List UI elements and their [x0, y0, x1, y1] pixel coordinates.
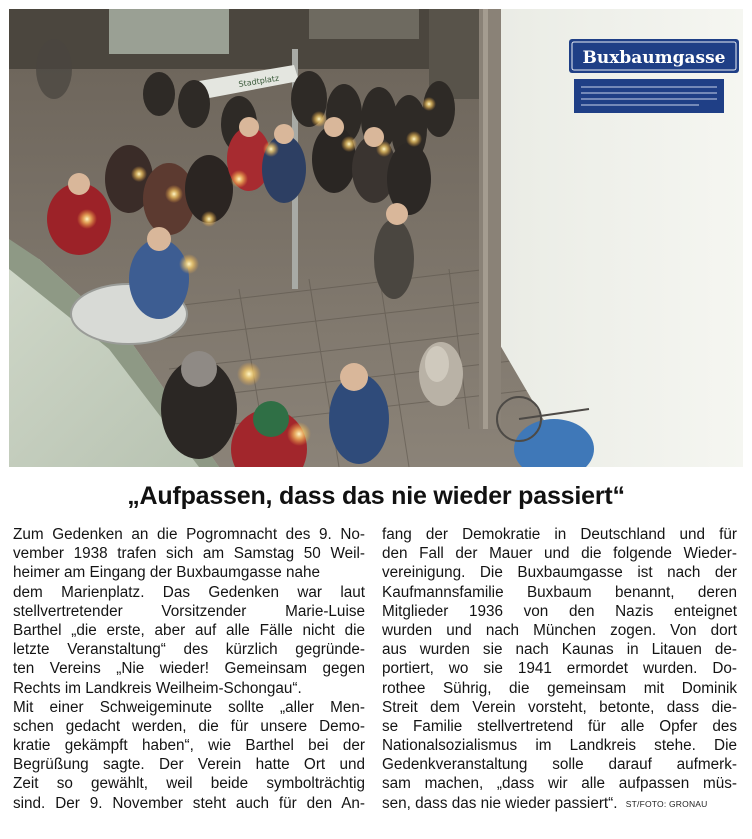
article-line: Begrüßung sagte. Der Verein hatte Ort und	[13, 756, 365, 774]
article-line: portiert, wo sie 1941 ermordet wurden. Do-	[382, 660, 737, 678]
article-line: wurden und nach München zogen. Von dort	[382, 621, 737, 639]
article-line: Zeit so gewählt, weil beide symbolträchtig	[13, 775, 365, 793]
article-line: se Familie stellvertretend für alle Opfer des	[382, 717, 737, 735]
headline: „Aufpassen, dass das nie wieder passiert“	[127, 482, 625, 510]
article-line: stellvertretender Vorsitzender Marie-Luise	[13, 602, 365, 620]
article-line: heimer am Eingang der Buxbaumgasse nahe	[13, 564, 320, 582]
article-line: Mitglieder 1936 von den Nazis enteignet	[382, 602, 737, 620]
article-line: Gedenkveranstaltung solle darauf aufmerk-	[382, 756, 737, 774]
article-line: den Fall der Mauer und die folgende Wieder-	[382, 545, 737, 563]
article-line: letzte Veranstaltung“ des kürzlich gegründe-	[13, 641, 365, 659]
article-line: fang der Demokratie in Deutschland und für	[382, 526, 737, 543]
article-line: sen, dass das nie wieder passiert“.	[382, 794, 618, 812]
direction-sign-text: Stadtplatz	[237, 73, 280, 89]
street-sign-text: Buxbaumgasse	[582, 48, 726, 68]
article-line: Mit einer Schweigeminute sollte „aller Men-	[13, 698, 365, 716]
article-line: schen gedacht werden, die für unsere Demo-	[13, 717, 365, 735]
article-line: Nationalsozialismus im Landkreis stehe. Die	[382, 737, 737, 755]
article-line: kratie gekämpft haben“, wie Barthel bei der	[13, 737, 365, 755]
article-line: sind. Der 9. November steht auch für den An-	[13, 794, 365, 812]
article-line: Kaufmannsfamilie Buxbaum benannt, deren	[382, 583, 737, 601]
photo-credit: ST/FOTO: GRONAU	[625, 798, 708, 809]
article-last-line	[382, 794, 737, 813]
article-line: Barthel „die erste, aber auf alle Fälle nicht die	[13, 621, 365, 639]
article-column-left	[13, 525, 365, 813]
article-line: Streit dem Verein vorsteht, betonte, dass die-	[382, 698, 737, 716]
article-line: dem Marienplatz. Das Gedenken war laut	[13, 583, 365, 601]
article-line: Rechts im Landkreis Weilheim-Schongau“.	[13, 679, 302, 697]
article-column-right	[382, 525, 737, 813]
article-line: Zum Gedenken an die Pogromnacht des 9. No-	[13, 526, 365, 543]
article-line: vereinigung. Die Buxbaumgasse ist nach der	[382, 564, 737, 582]
article-photo	[9, 9, 743, 467]
article-line: rothee Sührig, die gemeinsam mit Dominik	[382, 679, 737, 697]
article-line: vember 1938 trafen sich am Samstag 50 Weil-	[13, 545, 365, 563]
article-line: ten Vereins „Nie wieder! Gemeinsam gegen	[13, 660, 365, 678]
article-line: sam machen, „dass wir alle aufpassen müs-	[382, 775, 737, 793]
article-line: aus wurden sie nach Kaunas in Litauen de-	[382, 641, 737, 659]
photo-illustration	[9, 9, 743, 467]
